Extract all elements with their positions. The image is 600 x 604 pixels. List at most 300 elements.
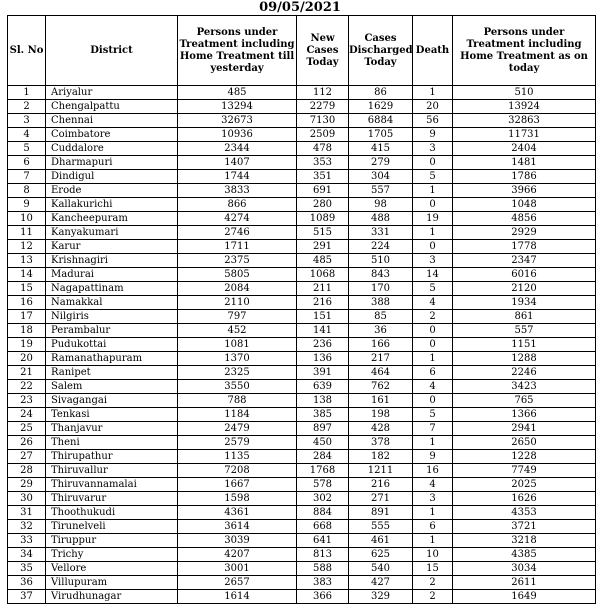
discharged-cell: 891 xyxy=(349,506,413,520)
under-treatment-yesterday-cell: 866 xyxy=(178,198,297,212)
district-cell: Thiruvallur xyxy=(46,464,178,478)
district-cell: Thirupathur xyxy=(46,450,178,464)
table-row xyxy=(8,100,596,114)
under-treatment-yesterday-cell: 2084 xyxy=(178,282,297,296)
discharged-cell: 98 xyxy=(349,198,413,212)
under-treatment-yesterday-cell: 452 xyxy=(178,324,297,338)
new-cases-cell: 485 xyxy=(297,254,349,268)
table-row xyxy=(8,128,596,142)
under-treatment-yesterday-cell: 485 xyxy=(178,86,297,100)
under-treatment-today-cell: 3218 xyxy=(453,534,596,548)
table-row xyxy=(8,226,596,240)
discharged-cell: 540 xyxy=(349,562,413,576)
death-cell: 4 xyxy=(413,380,453,394)
col-header-sl: Sl. No xyxy=(8,16,46,86)
table-row xyxy=(8,366,596,380)
sl-cell: 12 xyxy=(8,240,46,254)
under-treatment-today-cell: 2404 xyxy=(453,142,596,156)
sl-cell: 31 xyxy=(8,506,46,520)
discharged-cell: 625 xyxy=(349,548,413,562)
discharged-cell: 166 xyxy=(349,338,413,352)
death-cell: 15 xyxy=(413,562,453,576)
discharged-cell: 224 xyxy=(349,240,413,254)
sl-cell: 9 xyxy=(8,198,46,212)
under-treatment-today-cell: 2347 xyxy=(453,254,596,268)
sl-cell: 6 xyxy=(8,156,46,170)
under-treatment-yesterday-cell: 1184 xyxy=(178,408,297,422)
death-cell: 1 xyxy=(413,352,453,366)
death-cell: 10 xyxy=(413,548,453,562)
death-cell: 2 xyxy=(413,576,453,590)
district-cell: Thoothukudi xyxy=(46,506,178,520)
under-treatment-today-cell: 11731 xyxy=(453,128,596,142)
sl-cell: 5 xyxy=(8,142,46,156)
under-treatment-yesterday-cell: 3039 xyxy=(178,534,297,548)
discharged-cell: 510 xyxy=(349,254,413,268)
discharged-cell: 461 xyxy=(349,534,413,548)
under-treatment-yesterday-cell: 797 xyxy=(178,310,297,324)
new-cases-cell: 284 xyxy=(297,450,349,464)
death-cell: 3 xyxy=(413,142,453,156)
sl-cell: 8 xyxy=(8,184,46,198)
district-cell: Dindigul xyxy=(46,170,178,184)
discharged-cell: 555 xyxy=(349,520,413,534)
district-cell: Ranipet xyxy=(46,366,178,380)
district-cell: Theni xyxy=(46,436,178,450)
discharged-cell: 762 xyxy=(349,380,413,394)
under-treatment-yesterday-cell: 13294 xyxy=(178,100,297,114)
district-cell: Kallakurichi xyxy=(46,198,178,212)
death-cell: 5 xyxy=(413,282,453,296)
new-cases-cell: 691 xyxy=(297,184,349,198)
discharged-cell: 86 xyxy=(349,86,413,100)
sl-cell: 7 xyxy=(8,170,46,184)
discharged-cell: 1211 xyxy=(349,464,413,478)
new-cases-cell: 1768 xyxy=(297,464,349,478)
under-treatment-yesterday-cell: 2746 xyxy=(178,226,297,240)
district-cell: Tirunelveli xyxy=(46,520,178,534)
table-row xyxy=(8,576,596,590)
new-cases-cell: 450 xyxy=(297,436,349,450)
under-treatment-today-cell: 557 xyxy=(453,324,596,338)
col-header-under-treatment-yesterday: Persons under Treatment including Home Treatment till yesterday xyxy=(178,16,297,86)
sl-cell: 16 xyxy=(8,296,46,310)
new-cases-cell: 351 xyxy=(297,170,349,184)
table-row xyxy=(8,436,596,450)
table-row xyxy=(8,422,596,436)
sl-cell: 13 xyxy=(8,254,46,268)
new-cases-cell: 884 xyxy=(297,506,349,520)
table-row xyxy=(8,198,596,212)
district-cell: Dharmapuri xyxy=(46,156,178,170)
table-row xyxy=(8,254,596,268)
sl-cell: 3 xyxy=(8,114,46,128)
death-cell: 1 xyxy=(413,534,453,548)
table-row xyxy=(8,240,596,254)
death-cell: 1 xyxy=(413,436,453,450)
table-row xyxy=(8,492,596,506)
district-cell: Namakkal xyxy=(46,296,178,310)
discharged-cell: 331 xyxy=(349,226,413,240)
discharged-cell: 415 xyxy=(349,142,413,156)
sl-cell: 2 xyxy=(8,100,46,114)
table-row xyxy=(8,86,596,100)
discharged-cell: 388 xyxy=(349,296,413,310)
under-treatment-today-cell: 2611 xyxy=(453,576,596,590)
under-treatment-yesterday-cell: 2657 xyxy=(178,576,297,590)
district-cell: Thiruvarur xyxy=(46,492,178,506)
under-treatment-yesterday-cell: 788 xyxy=(178,394,297,408)
under-treatment-today-cell: 1151 xyxy=(453,338,596,352)
sl-cell: 4 xyxy=(8,128,46,142)
table-row xyxy=(8,184,596,198)
district-cell: Nilgiris xyxy=(46,310,178,324)
death-cell: 16 xyxy=(413,464,453,478)
death-cell: 0 xyxy=(413,394,453,408)
table-row xyxy=(8,562,596,576)
new-cases-cell: 641 xyxy=(297,534,349,548)
under-treatment-yesterday-cell: 4207 xyxy=(178,548,297,562)
district-cell: Kanyakumari xyxy=(46,226,178,240)
table-row xyxy=(8,156,596,170)
discharged-cell: 427 xyxy=(349,576,413,590)
table-row xyxy=(8,170,596,184)
under-treatment-yesterday-cell: 3614 xyxy=(178,520,297,534)
death-cell: 4 xyxy=(413,478,453,492)
under-treatment-today-cell: 4353 xyxy=(453,506,596,520)
table-row xyxy=(8,282,596,296)
table-row xyxy=(8,142,596,156)
district-cell: Nagapattinam xyxy=(46,282,178,296)
under-treatment-yesterday-cell: 1667 xyxy=(178,478,297,492)
discharged-cell: 170 xyxy=(349,282,413,296)
new-cases-cell: 291 xyxy=(297,240,349,254)
new-cases-cell: 353 xyxy=(297,156,349,170)
discharged-cell: 271 xyxy=(349,492,413,506)
under-treatment-yesterday-cell: 1135 xyxy=(178,450,297,464)
table-row xyxy=(8,296,596,310)
under-treatment-yesterday-cell: 2344 xyxy=(178,142,297,156)
under-treatment-yesterday-cell: 3550 xyxy=(178,380,297,394)
under-treatment-yesterday-cell: 1711 xyxy=(178,240,297,254)
district-cell: Erode xyxy=(46,184,178,198)
under-treatment-yesterday-cell: 2479 xyxy=(178,422,297,436)
under-treatment-today-cell: 2246 xyxy=(453,366,596,380)
new-cases-cell: 578 xyxy=(297,478,349,492)
new-cases-cell: 515 xyxy=(297,226,349,240)
under-treatment-yesterday-cell: 1370 xyxy=(178,352,297,366)
new-cases-cell: 211 xyxy=(297,282,349,296)
death-cell: 3 xyxy=(413,492,453,506)
district-cell: Vellore xyxy=(46,562,178,576)
sl-cell: 35 xyxy=(8,562,46,576)
new-cases-cell: 141 xyxy=(297,324,349,338)
table-row xyxy=(8,506,596,520)
discharged-cell: 329 xyxy=(349,590,413,604)
death-cell: 1 xyxy=(413,506,453,520)
district-cell: Cuddalore xyxy=(46,142,178,156)
under-treatment-yesterday-cell: 5805 xyxy=(178,268,297,282)
sl-cell: 18 xyxy=(8,324,46,338)
new-cases-cell: 112 xyxy=(297,86,349,100)
under-treatment-yesterday-cell: 1407 xyxy=(178,156,297,170)
under-treatment-yesterday-cell: 2325 xyxy=(178,366,297,380)
table-row xyxy=(8,590,596,604)
table-row xyxy=(8,394,596,408)
under-treatment-today-cell: 4385 xyxy=(453,548,596,562)
district-cell: Chengalpattu xyxy=(46,100,178,114)
sl-cell: 22 xyxy=(8,380,46,394)
table-row xyxy=(8,450,596,464)
discharged-cell: 1629 xyxy=(349,100,413,114)
sl-cell: 24 xyxy=(8,408,46,422)
under-treatment-today-cell: 1649 xyxy=(453,590,596,604)
death-cell: 5 xyxy=(413,170,453,184)
sl-cell: 19 xyxy=(8,338,46,352)
under-treatment-yesterday-cell: 1744 xyxy=(178,170,297,184)
sl-cell: 25 xyxy=(8,422,46,436)
under-treatment-today-cell: 1778 xyxy=(453,240,596,254)
sl-cell: 26 xyxy=(8,436,46,450)
district-cell: Perambalur xyxy=(46,324,178,338)
under-treatment-yesterday-cell: 1081 xyxy=(178,338,297,352)
new-cases-cell: 7130 xyxy=(297,114,349,128)
sl-cell: 11 xyxy=(8,226,46,240)
new-cases-cell: 639 xyxy=(297,380,349,394)
table-row xyxy=(8,478,596,492)
death-cell: 0 xyxy=(413,156,453,170)
sl-cell: 21 xyxy=(8,366,46,380)
table-row xyxy=(8,352,596,366)
under-treatment-today-cell: 3721 xyxy=(453,520,596,534)
under-treatment-yesterday-cell: 4361 xyxy=(178,506,297,520)
sl-cell: 32 xyxy=(8,520,46,534)
under-treatment-today-cell: 2120 xyxy=(453,282,596,296)
table-row xyxy=(8,534,596,548)
under-treatment-today-cell: 1626 xyxy=(453,492,596,506)
death-cell: 7 xyxy=(413,422,453,436)
table-row xyxy=(8,464,596,478)
sl-cell: 34 xyxy=(8,548,46,562)
under-treatment-yesterday-cell: 2375 xyxy=(178,254,297,268)
district-cell: Thanjavur xyxy=(46,422,178,436)
table-row xyxy=(8,268,596,282)
death-cell: 14 xyxy=(413,268,453,282)
district-cell: Krishnagiri xyxy=(46,254,178,268)
death-cell: 3 xyxy=(413,254,453,268)
new-cases-cell: 2279 xyxy=(297,100,349,114)
discharged-cell: 378 xyxy=(349,436,413,450)
new-cases-cell: 236 xyxy=(297,338,349,352)
death-cell: 1 xyxy=(413,184,453,198)
discharged-cell: 6884 xyxy=(349,114,413,128)
table-row xyxy=(8,324,596,338)
death-cell: 0 xyxy=(413,240,453,254)
district-cell: Sivagangai xyxy=(46,394,178,408)
district-cell: Trichy xyxy=(46,548,178,562)
new-cases-cell: 391 xyxy=(297,366,349,380)
sl-cell: 30 xyxy=(8,492,46,506)
under-treatment-yesterday-cell: 1598 xyxy=(178,492,297,506)
district-cell: Ariyalur xyxy=(46,86,178,100)
under-treatment-today-cell: 1934 xyxy=(453,296,596,310)
under-treatment-today-cell: 1366 xyxy=(453,408,596,422)
death-cell: 20 xyxy=(413,100,453,114)
new-cases-cell: 366 xyxy=(297,590,349,604)
district-cell: Pudukottai xyxy=(46,338,178,352)
district-cell: Coimbatore xyxy=(46,128,178,142)
discharged-cell: 279 xyxy=(349,156,413,170)
under-treatment-yesterday-cell: 32673 xyxy=(178,114,297,128)
table-row xyxy=(8,520,596,534)
new-cases-cell: 897 xyxy=(297,422,349,436)
new-cases-cell: 383 xyxy=(297,576,349,590)
discharged-cell: 182 xyxy=(349,450,413,464)
col-header-new-cases: New Cases Today xyxy=(297,16,349,86)
under-treatment-today-cell: 3966 xyxy=(453,184,596,198)
table-row xyxy=(8,114,596,128)
discharged-cell: 36 xyxy=(349,324,413,338)
district-cell: Tiruppur xyxy=(46,534,178,548)
under-treatment-today-cell: 13924 xyxy=(453,100,596,114)
col-header-discharged: Cases Discharged Today xyxy=(349,16,413,86)
sl-cell: 27 xyxy=(8,450,46,464)
sl-cell: 33 xyxy=(8,534,46,548)
discharged-cell: 216 xyxy=(349,478,413,492)
under-treatment-yesterday-cell: 2579 xyxy=(178,436,297,450)
sl-cell: 14 xyxy=(8,268,46,282)
new-cases-cell: 151 xyxy=(297,310,349,324)
death-cell: 0 xyxy=(413,338,453,352)
under-treatment-today-cell: 861 xyxy=(453,310,596,324)
district-cell: Villupuram xyxy=(46,576,178,590)
new-cases-cell: 216 xyxy=(297,296,349,310)
new-cases-cell: 813 xyxy=(297,548,349,562)
sl-cell: 1 xyxy=(8,86,46,100)
new-cases-cell: 385 xyxy=(297,408,349,422)
discharged-cell: 161 xyxy=(349,394,413,408)
discharged-cell: 198 xyxy=(349,408,413,422)
under-treatment-today-cell: 1786 xyxy=(453,170,596,184)
new-cases-cell: 2509 xyxy=(297,128,349,142)
district-cases-table xyxy=(7,15,596,604)
under-treatment-yesterday-cell: 3001 xyxy=(178,562,297,576)
under-treatment-today-cell: 6016 xyxy=(453,268,596,282)
district-cell: Thiruvannamalai xyxy=(46,478,178,492)
new-cases-cell: 1089 xyxy=(297,212,349,226)
death-cell: 2 xyxy=(413,590,453,604)
new-cases-cell: 302 xyxy=(297,492,349,506)
table-row xyxy=(8,212,596,226)
death-cell: 9 xyxy=(413,128,453,142)
under-treatment-yesterday-cell: 1614 xyxy=(178,590,297,604)
death-cell: 56 xyxy=(413,114,453,128)
under-treatment-today-cell: 2025 xyxy=(453,478,596,492)
under-treatment-today-cell: 4856 xyxy=(453,212,596,226)
discharged-cell: 557 xyxy=(349,184,413,198)
district-cell: Madurai xyxy=(46,268,178,282)
death-cell: 9 xyxy=(413,450,453,464)
death-cell: 19 xyxy=(413,212,453,226)
sl-cell: 37 xyxy=(8,590,46,604)
district-cell: Kancheepuram xyxy=(46,212,178,226)
table-row xyxy=(8,548,596,562)
district-cell: Chennai xyxy=(46,114,178,128)
header-row xyxy=(8,16,596,86)
report-date: 09/05/2021 xyxy=(259,0,341,15)
sl-cell: 23 xyxy=(8,394,46,408)
under-treatment-today-cell: 1288 xyxy=(453,352,596,366)
table-row xyxy=(8,380,596,394)
sl-cell: 15 xyxy=(8,282,46,296)
discharged-cell: 217 xyxy=(349,352,413,366)
sl-cell: 10 xyxy=(8,212,46,226)
death-cell: 6 xyxy=(413,366,453,380)
discharged-cell: 488 xyxy=(349,212,413,226)
death-cell: 1 xyxy=(413,226,453,240)
discharged-cell: 428 xyxy=(349,422,413,436)
under-treatment-yesterday-cell: 4274 xyxy=(178,212,297,226)
district-cell: Ramanathapuram xyxy=(46,352,178,366)
table-row xyxy=(8,408,596,422)
new-cases-cell: 588 xyxy=(297,562,349,576)
new-cases-cell: 668 xyxy=(297,520,349,534)
death-cell: 0 xyxy=(413,324,453,338)
under-treatment-today-cell: 510 xyxy=(453,86,596,100)
new-cases-cell: 280 xyxy=(297,198,349,212)
under-treatment-today-cell: 2929 xyxy=(453,226,596,240)
district-cell: Tenkasi xyxy=(46,408,178,422)
under-treatment-today-cell: 2941 xyxy=(453,422,596,436)
under-treatment-today-cell: 7749 xyxy=(453,464,596,478)
under-treatment-today-cell: 1228 xyxy=(453,450,596,464)
under-treatment-today-cell: 1481 xyxy=(453,156,596,170)
under-treatment-yesterday-cell: 3833 xyxy=(178,184,297,198)
sl-cell: 20 xyxy=(8,352,46,366)
discharged-cell: 1705 xyxy=(349,128,413,142)
death-cell: 6 xyxy=(413,520,453,534)
death-cell: 1 xyxy=(413,86,453,100)
district-cell: Virudhunagar xyxy=(46,590,178,604)
under-treatment-today-cell: 32863 xyxy=(453,114,596,128)
col-header-under-treatment-today: Persons under Treatment including Home Treatment as on today xyxy=(453,16,596,86)
sl-cell: 29 xyxy=(8,478,46,492)
under-treatment-today-cell: 765 xyxy=(453,394,596,408)
new-cases-cell: 1068 xyxy=(297,268,349,282)
sl-cell: 36 xyxy=(8,576,46,590)
under-treatment-today-cell: 1048 xyxy=(453,198,596,212)
district-cell: Karur xyxy=(46,240,178,254)
under-treatment-today-cell: 2650 xyxy=(453,436,596,450)
table-row xyxy=(8,310,596,324)
under-treatment-yesterday-cell: 7208 xyxy=(178,464,297,478)
under-treatment-yesterday-cell: 2110 xyxy=(178,296,297,310)
discharged-cell: 85 xyxy=(349,310,413,324)
under-treatment-today-cell: 3034 xyxy=(453,562,596,576)
under-treatment-today-cell: 3423 xyxy=(453,380,596,394)
table-row xyxy=(8,338,596,352)
col-header-district: District xyxy=(46,16,178,86)
discharged-cell: 464 xyxy=(349,366,413,380)
sl-cell: 28 xyxy=(8,464,46,478)
under-treatment-yesterday-cell: 10936 xyxy=(178,128,297,142)
death-cell: 5 xyxy=(413,408,453,422)
sl-cell: 17 xyxy=(8,310,46,324)
death-cell: 0 xyxy=(413,198,453,212)
discharged-cell: 304 xyxy=(349,170,413,184)
discharged-cell: 843 xyxy=(349,268,413,282)
new-cases-cell: 136 xyxy=(297,352,349,366)
